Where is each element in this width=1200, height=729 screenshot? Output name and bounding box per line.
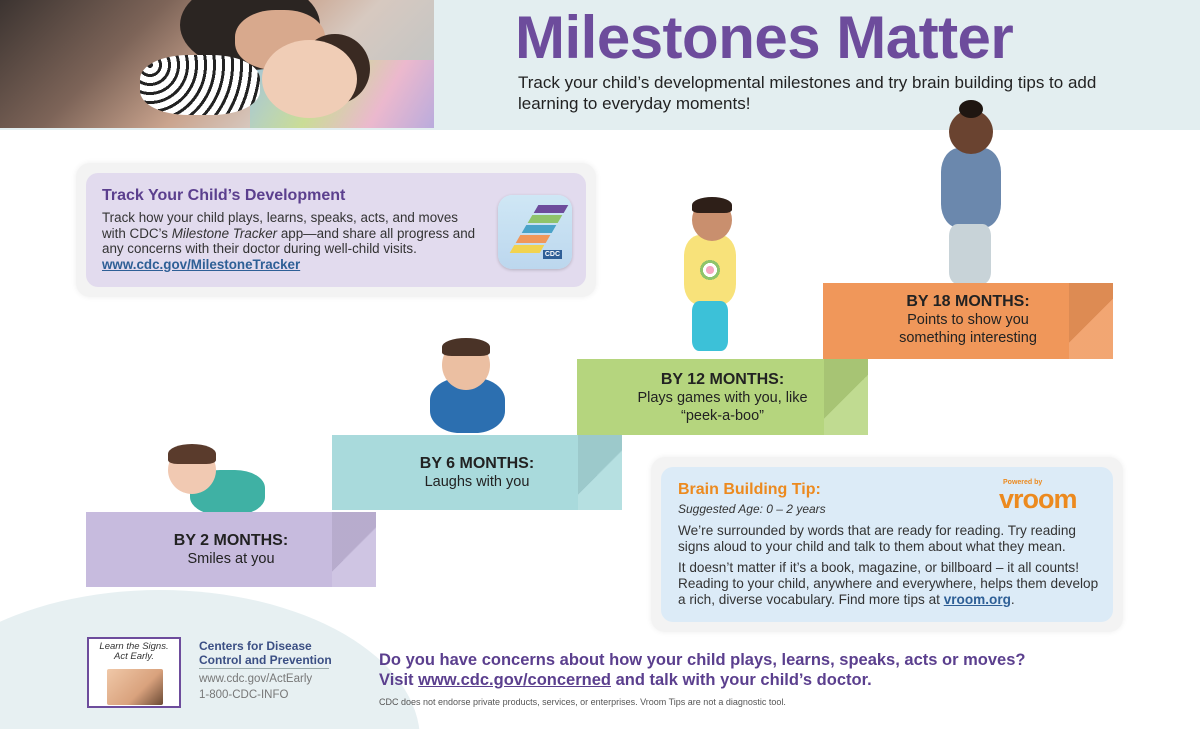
milestone-step-2-months (86, 512, 376, 587)
track-panel-title: Track Your Child’s Development (102, 187, 346, 204)
cdc-divider (199, 668, 329, 669)
cdc-name-line-1: Centers for Disease (199, 639, 312, 653)
milestone-step-6-months (332, 435, 622, 510)
vroom-link[interactable]: vroom.org (943, 592, 1011, 607)
cdc-name (199, 639, 332, 667)
visit-suffix: and talk with your child’s doctor. (611, 671, 872, 689)
track-development-panel (86, 173, 586, 287)
brain-building-tip-panel (661, 467, 1113, 622)
concern-visit-line (379, 671, 872, 690)
milestone-text: Smiles at you (187, 551, 275, 567)
cdc-phone: 1-800-CDC-INFO (199, 689, 289, 701)
cdc-name-line-2: Control and Prevention (199, 653, 332, 667)
milestone-label: BY 18 MONTHS: (906, 293, 1030, 310)
visit-prefix: Visit (379, 671, 419, 689)
milestone-step-18-months (823, 283, 1113, 359)
milestone-text: Laughs with you (424, 474, 530, 490)
track-app-name: Milestone Tracker (171, 225, 278, 241)
disclaimer: CDC does not endorse private products, services, or enterprises. Vroom Tips are not a diagnostic tool. (379, 697, 786, 707)
milestone-label: BY 6 MONTHS: (419, 455, 535, 472)
toddler-18-months-illustration (933, 100, 1013, 290)
page-subtitle: Track your child’s developmental milestones and try brain building tips to add learning to everyday moments! (518, 73, 1097, 113)
hero-photo-father-and-baby (0, 0, 434, 128)
milestone-tracker-app-icon[interactable] (498, 195, 572, 269)
ltsae-line-1: Learn the Signs. (99, 641, 169, 652)
baby-2-months-illustration (160, 440, 270, 520)
toddler-12-months-illustration (670, 197, 752, 365)
vroom-tip-paragraph-2 (678, 560, 1103, 608)
vroom-tip-end: . (1010, 592, 1015, 607)
vroom-tip-text: It doesn’t matter if it’s a book, magazine, or billboard – it all counts! Reading to your child, anywhere and everywhere, helps them develop a rich, diverse vocabulary. Find more tips at (678, 560, 1099, 607)
ltsae-baby-photo (107, 669, 163, 705)
track-body-text-2: app—and share all progress and any concerns with their doctor during well-child visits. (102, 225, 476, 256)
concern-question: Do you have concerns about how your child plays, learns, speaks, acts or moves? (379, 651, 1026, 669)
vroom-logo-word: vroom (999, 484, 1077, 514)
vroom-powered-by: Powered by (1003, 479, 1043, 486)
track-panel-body (102, 210, 482, 272)
cdc-act-early-url[interactable]: www.cdc.gov/ActEarly (199, 673, 313, 685)
milestone-text: Plays games with you, like “peek-a-boo” (637, 390, 808, 424)
cdc-badge: CDC (544, 251, 560, 258)
vroom-suggested-age: Suggested Age: 0 – 2 years (678, 502, 826, 516)
milestone-label: BY 12 MONTHS: (660, 371, 785, 388)
milestone-tracker-link[interactable]: www.cdc.gov/MilestoneTracker (102, 256, 301, 272)
concerned-link[interactable]: www.cdc.gov/concerned (418, 671, 611, 689)
ltsae-line-2: Act Early. (114, 651, 154, 662)
milestone-step-12-months (577, 359, 868, 435)
vroom-logo (999, 479, 1099, 513)
ltsae-logo-text (91, 642, 177, 662)
page-title: Milestones Matter (515, 4, 1014, 71)
vroom-tip-title: Brain Building Tip: (678, 481, 821, 498)
milestone-label: BY 2 MONTHS: (173, 532, 289, 549)
learn-the-signs-logo (87, 637, 181, 708)
baby-6-months-illustration (420, 336, 515, 442)
vroom-tip-paragraph-1: We’re surrounded by words that are ready for reading. Try reading signs aloud to your child and talk to them about what they mean. (678, 523, 1076, 554)
milestone-text: Points to show you something interesting (899, 312, 1037, 346)
track-body-text-1: Track how your child plays, learns, speaks, acts, and moves with CDC’s (102, 210, 458, 241)
